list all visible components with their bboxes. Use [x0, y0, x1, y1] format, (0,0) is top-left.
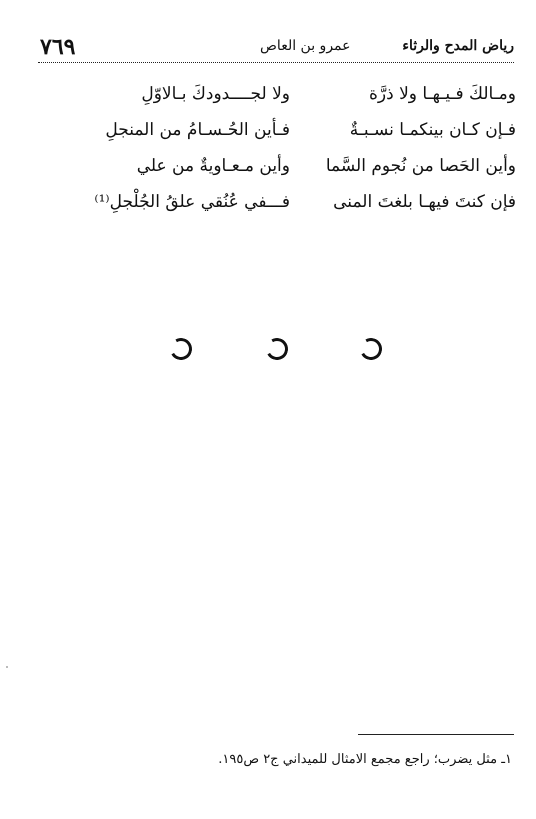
- header-divider: [38, 62, 514, 63]
- page-header: [34, 36, 514, 60]
- poem: [34, 84, 516, 228]
- ornament-ring-icon: [168, 336, 195, 363]
- page-number: ٧٦٩: [40, 34, 76, 60]
- verse-second-hemistich: فـأين الحُـسـامُ من المنجلِ: [105, 120, 290, 140]
- verse-first-hemistich: فـإن كـان بينكمـا نسـبـةٌ: [349, 120, 516, 140]
- ornament-ring-icon: [358, 336, 385, 363]
- section-separator: [170, 338, 390, 368]
- chapter-title: عمرو بن العاص: [260, 38, 351, 54]
- ornament-ring-icon: [264, 336, 291, 363]
- verse-second-hemistich: ولا لجــــدودكَ بـالاوّلِ: [141, 84, 290, 104]
- scan-speck: [6, 666, 8, 668]
- book-title: رياض المدح والرثاء: [402, 38, 514, 54]
- verse-line: [34, 84, 516, 120]
- footnote-divider: [358, 734, 514, 735]
- verse-first-hemistich: فإن كنتَ فيهـا بلغتَ المنى: [333, 192, 516, 212]
- verse-line: [34, 156, 516, 192]
- verse-first-hemistich: ومـالكَ فـيـهـا ولا ذرَّة: [369, 84, 516, 104]
- verse-second-hemistich: وأين مـعـاويةٌ من علي: [136, 156, 290, 176]
- verse-second-hemistich: فـــفي عُنُقي علقُ الجُلْجلِ⁽¹⁾: [94, 192, 290, 212]
- verse-first-hemistich: وأين الحَصا من نُجوم السَّما: [325, 156, 516, 176]
- verse-line: [34, 120, 516, 156]
- verse-line: [34, 192, 516, 228]
- footnote: ١ـ مثل يضرب؛ راجع مجمع الامثال للميداني ج٢ ص١٩٥.: [218, 752, 512, 767]
